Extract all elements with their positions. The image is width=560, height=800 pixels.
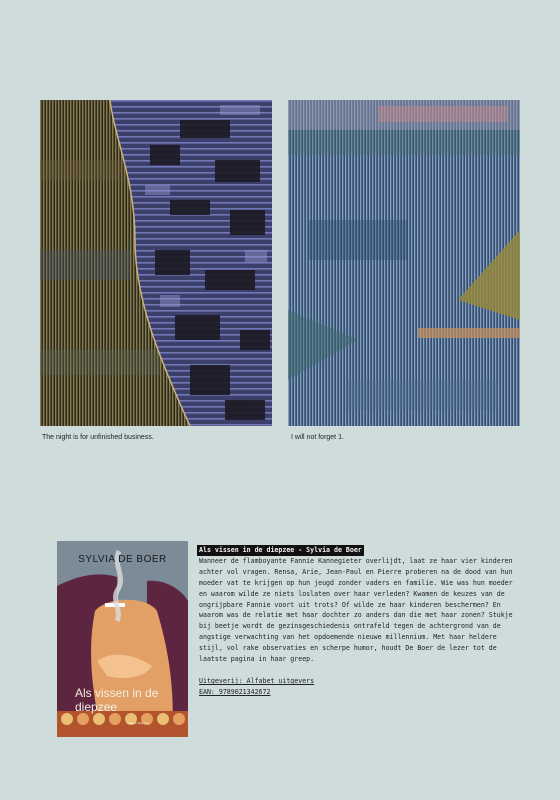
review-body: Wanneer de flamboyante Fannie Kannegieter overlijdt, laat ze haar vier kinderen achter vol vragen. Rensa, Arie, Jean-Paul en Pierre proberen na de dood van hun moeder vat te krijgen op hun jeugd zonder vaders en familie. Wie was hun moeder en waarom wilde ze niets loslaten over haar verleden? Kwamen de keuzes van de ongrijpbare Fannie voort uit trots? Of wilde ze haar kinderen beschermen? En waarom was de relatie met haar dochter zo anders dan die met haar zonen? Stukje bij beetje wordt de gezinsgeschiedenis ontrafeld tegen de achtergrond van de angstige verwachting van het opdoemende nieuwe millennium. Met haar heldere stijl, vol rake observaties en scherpe humor, houdt De Boer de lezer tot de laatste pagina in haar greep. — [199, 556, 513, 664]
cover-author: SYLVIA DE BOER — [78, 554, 167, 565]
ean-line: EAN: 9789021342672 — [199, 687, 271, 696]
book-cover — [57, 541, 188, 737]
review-heading: Als vissen in de diepzee - Sylvia de Boer — [199, 546, 362, 554]
book-review — [199, 545, 524, 698]
artwork-night-unfinished-business — [40, 100, 272, 426]
artwork-left-image — [40, 100, 272, 426]
review-meta — [199, 676, 524, 698]
artwork-right-image — [288, 100, 520, 426]
publisher-line: Uitgeverij: Alfabet uitgevers — [199, 676, 315, 685]
cover-title: Als vissen in de diepzee — [75, 686, 159, 714]
artwork-caption: I will not forget 1. — [291, 434, 344, 441]
cover-publisher: Alfabet uitgevers — [127, 721, 150, 725]
artwork-caption: The night is for unfinished business. — [42, 434, 154, 441]
artwork-i-will-not-forget — [288, 100, 520, 426]
